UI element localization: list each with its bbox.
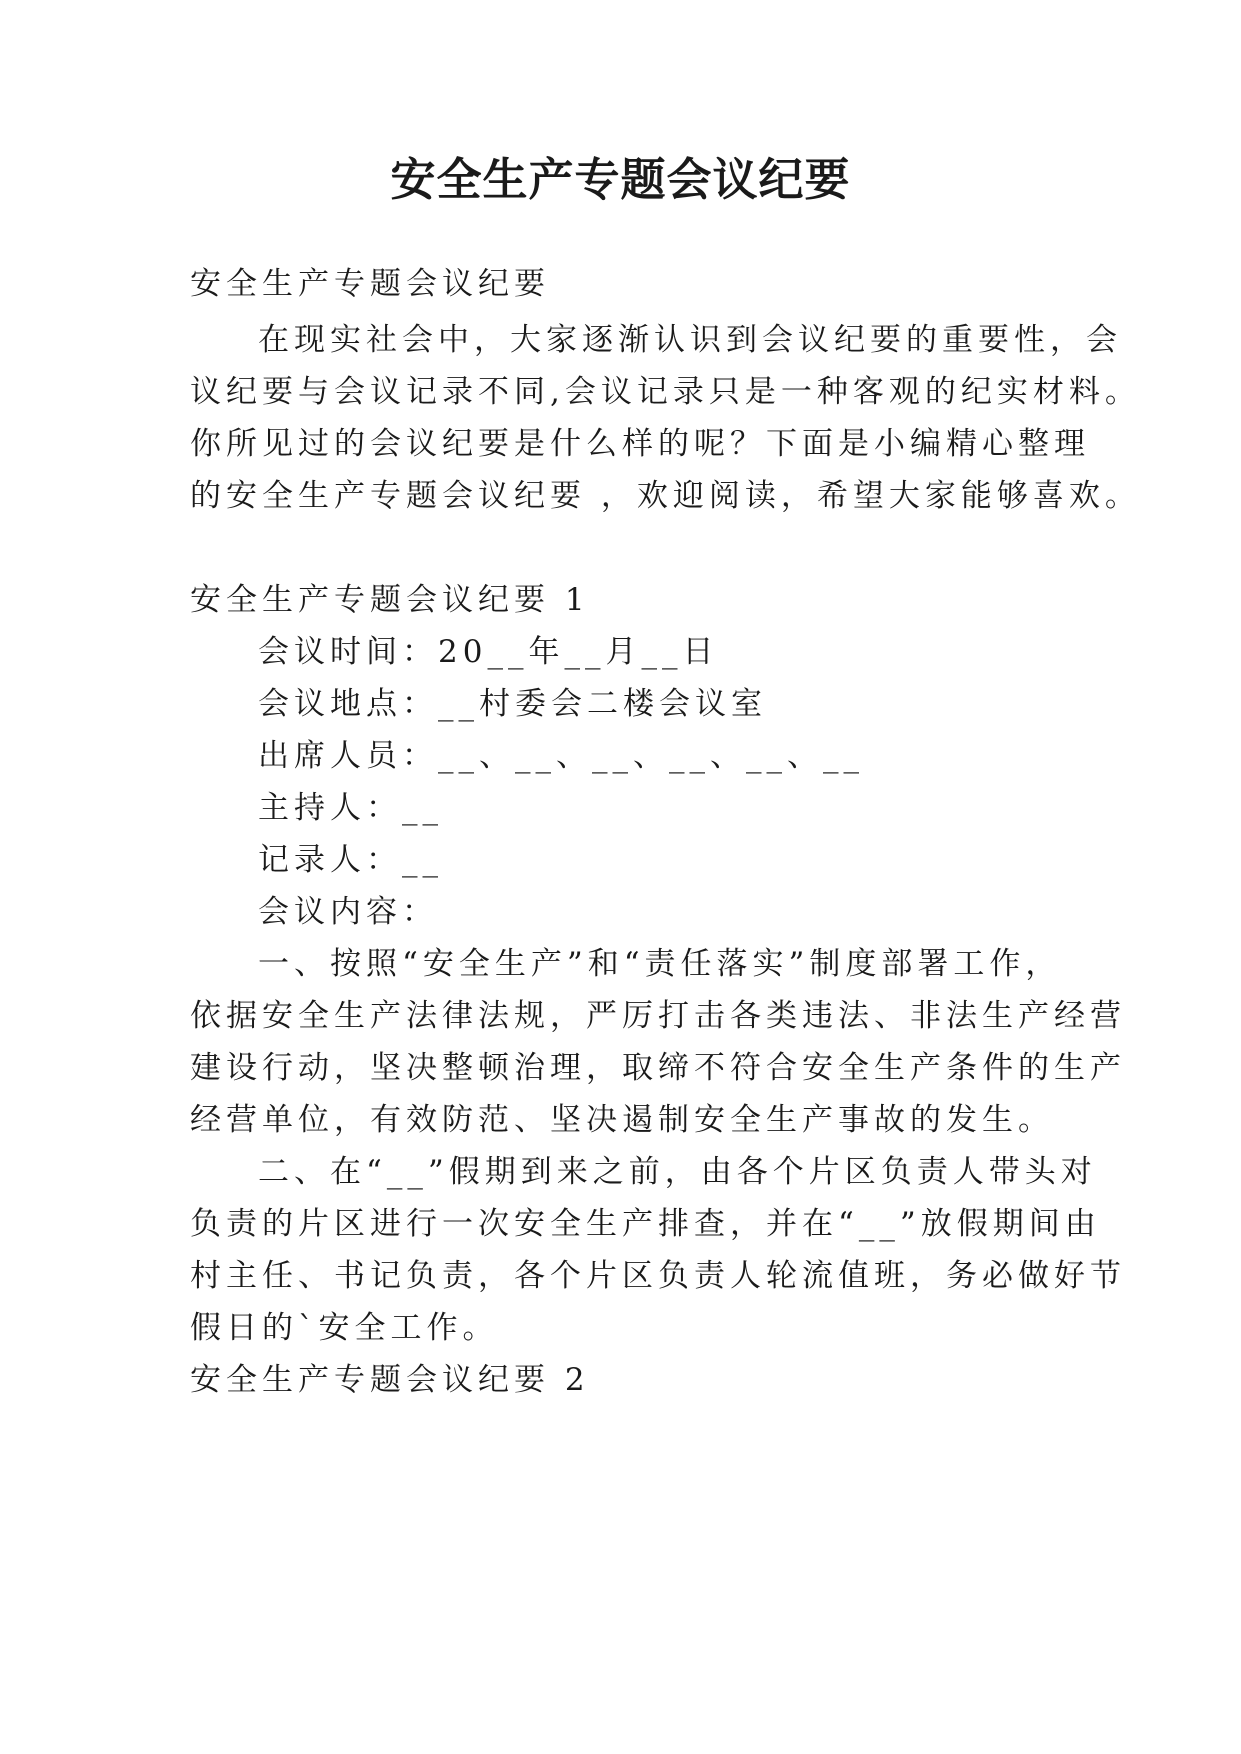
item-1-line-1: 一、按照“安全生产”和“责任落实”制度部署工作， [258,946,1062,982]
document-subtitle: 安全生产专题会议纪要 [190,266,550,302]
content-label: 会议内容： [258,894,438,930]
item-1-line-4: 经营单位，有效防范、坚决遏制安全生产事故的发生。 [190,1102,1054,1138]
item-2-line-4: 假日的`安全工作。 [190,1310,499,1346]
section-2-heading: 安全生产专题会议纪要 2 [190,1362,590,1398]
item-2-line-1: 二、在“__”假期到来之前，由各个片区负责人带头对 [258,1154,1097,1190]
host: 主持人：__ [258,790,443,826]
intro-line-2: 议纪要与会议记录不同,会议记录只是一种客观的纪实材料。 [190,374,1141,410]
item-2-line-2: 负责的片区进行一次安全生产排查，并在“__”放假期间由 [190,1206,1101,1242]
item-1-line-2: 依据安全生产法律法规，严厉打击各类违法、非法生产经营 [190,998,1126,1034]
intro-line-3: 你所见过的会议纪要是什么样的呢？下面是小编精心整理 [190,426,1090,462]
document-title: 安全生产专题会议纪要 [390,153,851,206]
attendees: 出席人员：__、__、__、__、__、__ [258,738,864,774]
meeting-place: 会议地点：__村委会二楼会议室 [258,686,767,722]
meeting-time: 会议时间：20__年__月__日 [258,634,719,670]
recorder: 记录人：__ [258,842,443,878]
item-2-line-3: 村主任、书记负责，各个片区负责人轮流值班，务必做好节 [190,1258,1126,1294]
intro-line-4: 的安全生产专题会议纪要 ，欢迎阅读，希望大家能够喜欢。 [190,478,1141,514]
intro-line-1: 在现实社会中，大家逐渐认识到会议纪要的重要性，会 [258,322,1122,358]
item-1-line-3: 建设行动，坚决整顿治理，取缔不符合安全生产条件的生产 [190,1050,1126,1086]
section-1-heading: 安全生产专题会议纪要 1 [190,582,590,618]
